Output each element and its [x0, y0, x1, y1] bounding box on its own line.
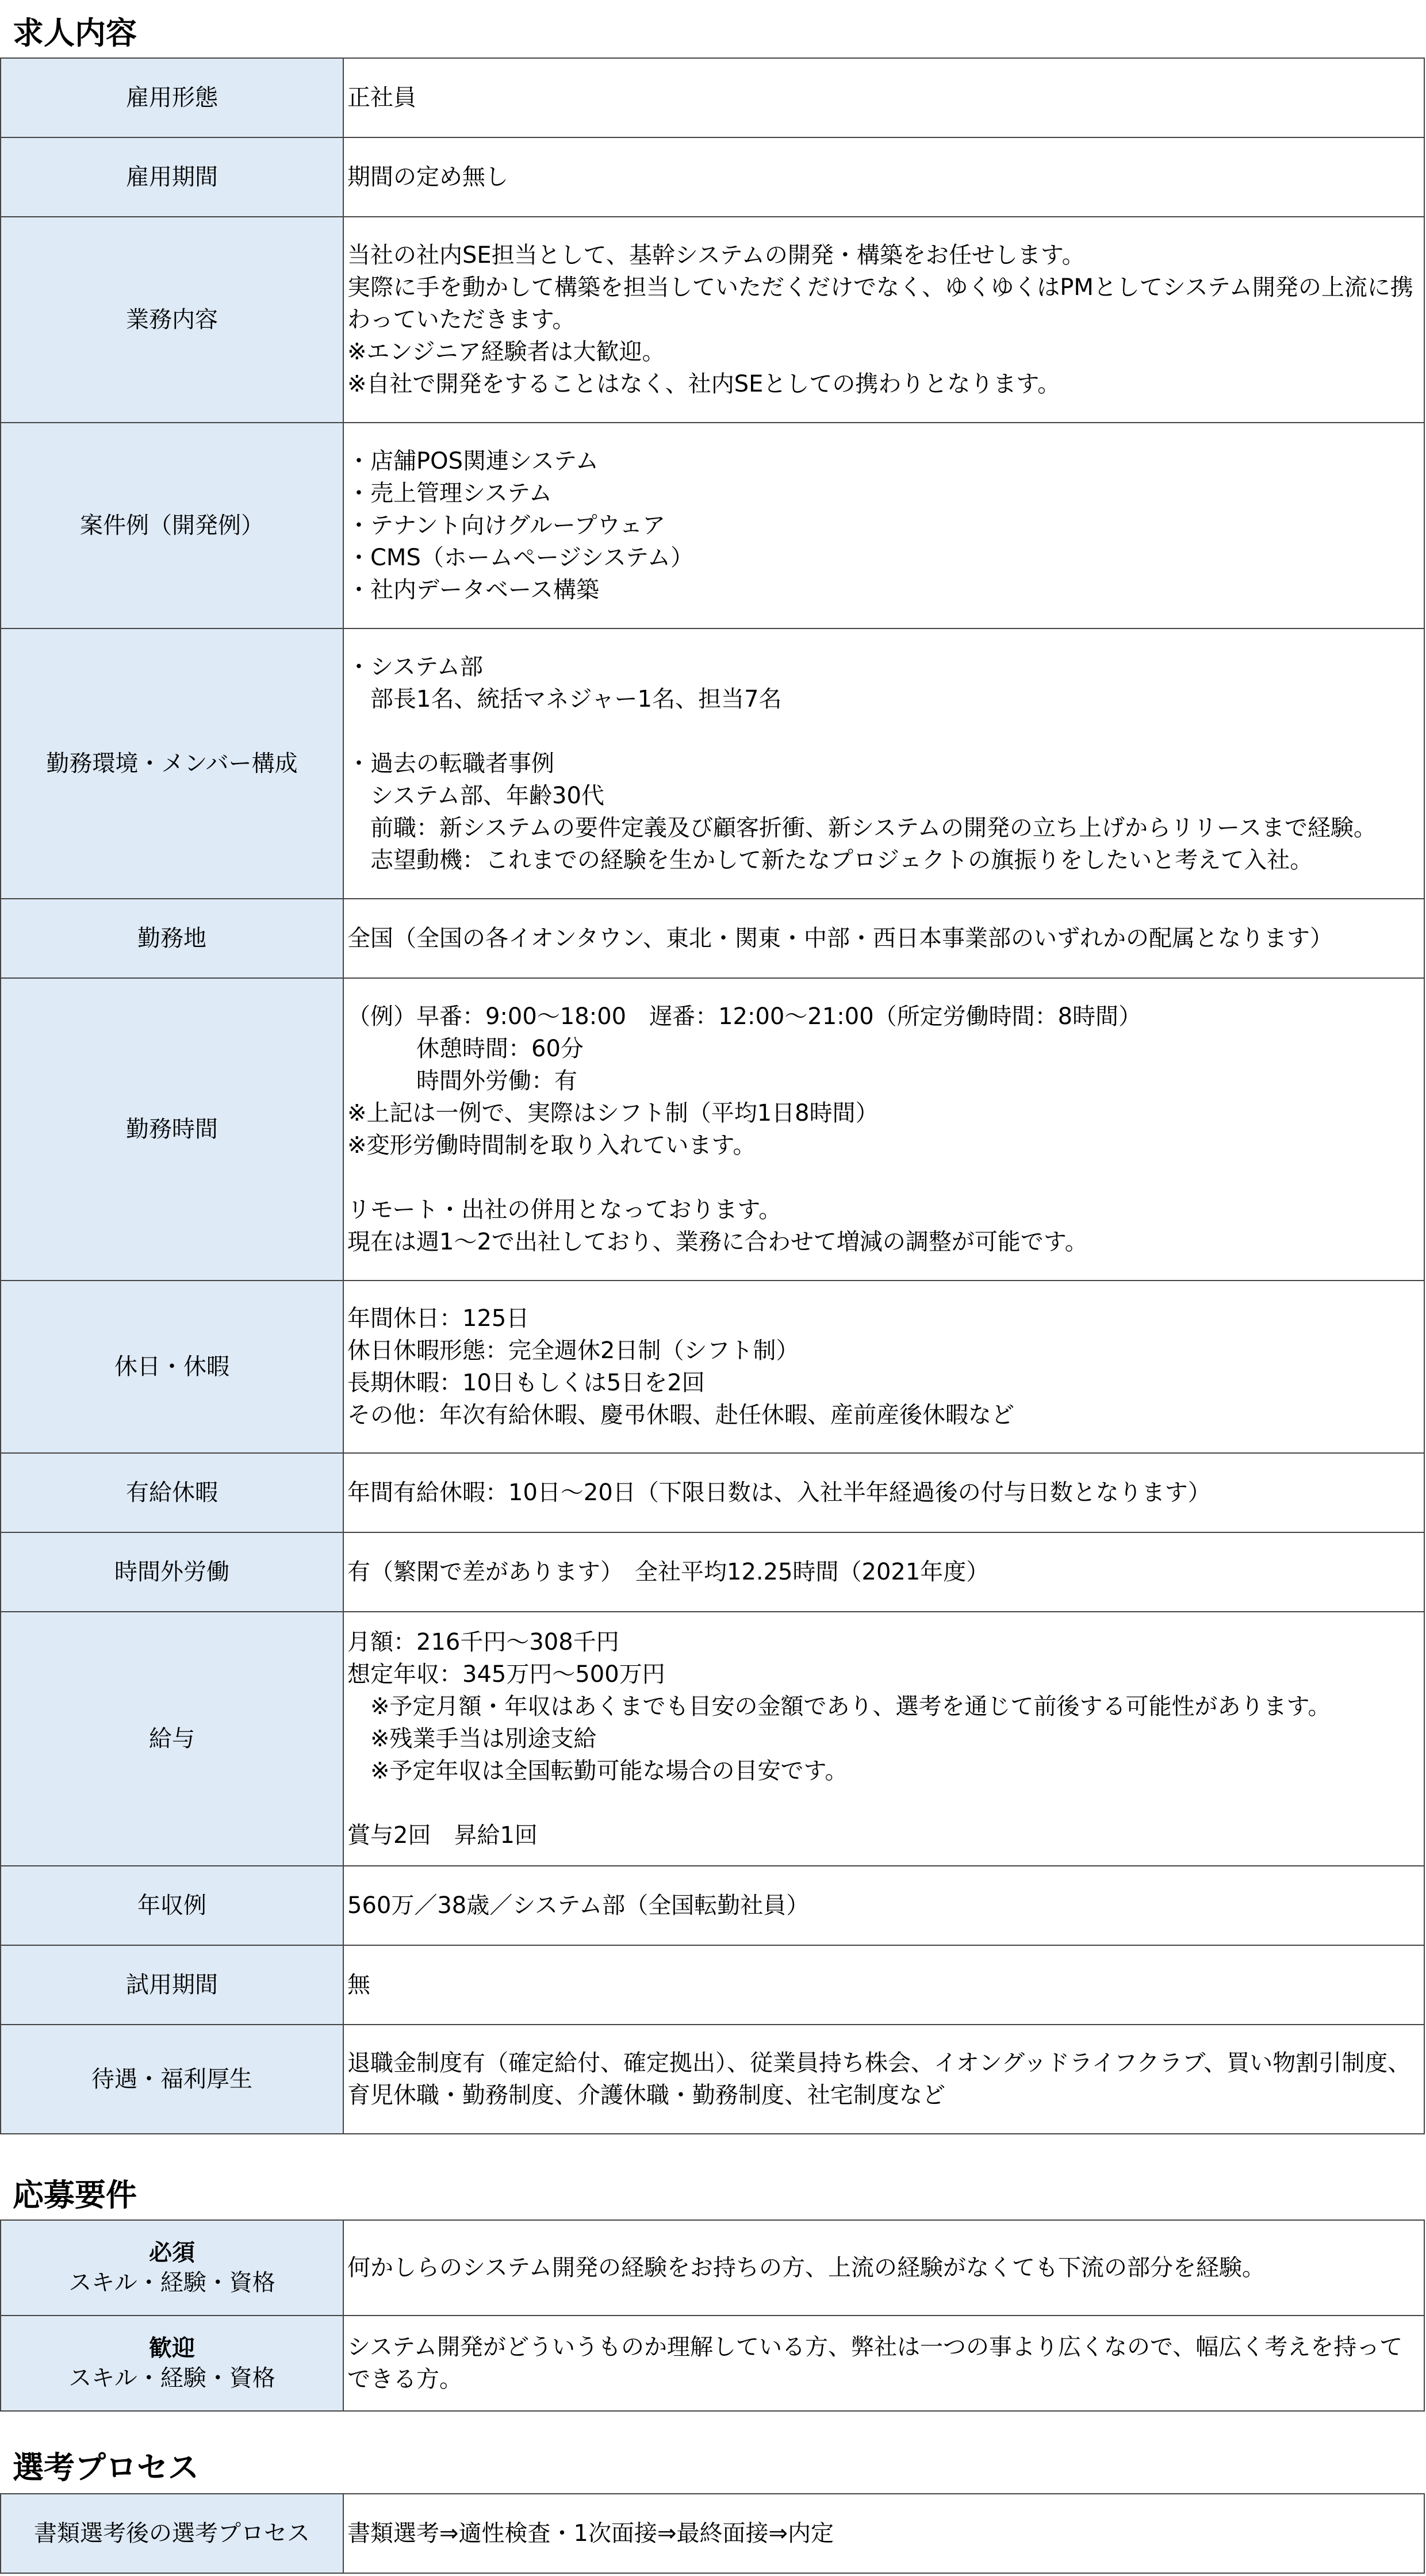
- selection-process-table: [0, 2493, 1425, 2574]
- label-emphasis: 歓迎: [149, 2335, 195, 2362]
- row-value: 月額：216千円～308千円 想定年収：345万円～500万円 ※予定月額・年収はあくまでも目安の金額であり、選考を通じて前後する可能性があります。 ※残業手当は別途支給 ※予定年収は全国転勤可能な場合の目安です。 賞与2回 昇給1回: [343, 1612, 1424, 1866]
- row-label: 時間外労働: [1, 1532, 343, 1612]
- table-row: [1, 2316, 1424, 2411]
- table-row: [1, 137, 1424, 217]
- row-label: 給与: [1, 1612, 343, 1866]
- row-label: 案件例（開発例）: [1, 423, 343, 628]
- section-title-selection-process: 選考プロセス: [13, 2450, 199, 2486]
- row-label: 書類選考後の選考プロセス: [1, 2494, 343, 2573]
- table-row: [1, 2025, 1424, 2134]
- row-label: 試用期間: [1, 1945, 343, 2025]
- table-row: [1, 1945, 1424, 2025]
- table-row: [1, 58, 1424, 137]
- label-text: スキル・経験・資格: [68, 2365, 275, 2391]
- table-row: [1, 217, 1424, 423]
- row-value: （例）早番：9:00～18:00 遅番：12:00～21:00（所定労働時間：8時間） 休憩時間：60分 時間外労働：有 ※上記は一例で、実際はシフト制（平均1日8時間） ※変形労働時間制を取り入れています。 リモート・出社の併用となっております。 現在は週1～2で出社しており、業務に合わせて増減の調整が可能です。: [343, 978, 1424, 1281]
- row-label: 待遇・福利厚生: [1, 2025, 343, 2134]
- row-value: 560万／38歳／システム部（全国転勤社員）: [343, 1866, 1424, 1945]
- row-label: 業務内容: [1, 217, 343, 423]
- table-row: [1, 1612, 1424, 1866]
- row-label: 休日・休暇: [1, 1281, 343, 1453]
- row-label: 年収例: [1, 1866, 343, 1945]
- row-label: [1, 2220, 343, 2316]
- row-value: 退職金制度有（確定給付、確定拠出）、従業員持ち株会、イオングッドライフクラブ、買い物割引制度、育児休職・勤務制度、介護休職・勤務制度、社宅制度など: [343, 2025, 1424, 2134]
- row-label: 有給休暇: [1, 1453, 343, 1532]
- row-value: ・システム部 部長1名、統括マネジャー1名、担当7名 ・過去の転職者事例 システム部、年齢30代 前職：新システムの要件定義及び顧客折衝、新システムの開発の立ち上げからリリースまで経験。 志望動機：これまでの経験を生かして新たなプロジェクトの旗振りをしたいと考えて入社。: [343, 628, 1424, 899]
- table-row: [1, 628, 1424, 899]
- section-title-job-details: 求人内容: [13, 15, 137, 51]
- table-row: [1, 2494, 1424, 2573]
- table-row: [1, 1532, 1424, 1612]
- row-value: 無: [343, 1945, 1424, 2025]
- row-value: 何かしらのシステム開発の経験をお持ちの方、上流の経験がなくても下流の部分を経験。: [343, 2220, 1424, 2316]
- label-emphasis: 必須: [149, 2240, 195, 2266]
- row-label: 雇用期間: [1, 137, 343, 217]
- table-row: [1, 1866, 1424, 1945]
- label-text: スキル・経験・資格: [68, 2270, 275, 2296]
- row-value: 期間の定め無し: [343, 137, 1424, 217]
- row-value: 書類選考⇒適性検査・1次面接⇒最終面接⇒内定: [343, 2494, 1424, 2573]
- table-row: [1, 423, 1424, 628]
- row-value: 年間有給休暇：10日～20日（下限日数は、入社半年経過後の付与日数となります）: [343, 1453, 1424, 1532]
- table-row: [1, 978, 1424, 1281]
- requirements-table: [0, 2220, 1425, 2412]
- row-value: 有（繁閑で差があります） 全社平均12.25時間（2021年度）: [343, 1532, 1424, 1612]
- row-value: 当社の社内SE担当として、基幹システムの開発・構築をお任せします。 実際に手を動かして構築を担当していただくだけでなく、ゆくゆくはPMとしてシステム開発の上流に携わっていただきます。 ※エンジニア経験者は大歓迎。 ※自社で開発をすることはなく、社内SEとしての携わりとなります。: [343, 217, 1424, 423]
- row-label: 勤務環境・メンバー構成: [1, 628, 343, 899]
- row-label: 勤務地: [1, 899, 343, 978]
- row-label: 勤務時間: [1, 978, 343, 1281]
- row-value: 全国（全国の各イオンタウン、東北・関東・中部・西日本事業部のいずれかの配属となります）: [343, 899, 1424, 978]
- row-value: ・店舗POS関連システム ・売上管理システム ・テナント向けグループウェア ・CMS（ホームページシステム） ・社内データベース構築: [343, 423, 1424, 628]
- table-row: [1, 2220, 1424, 2316]
- table-row: [1, 1453, 1424, 1532]
- row-label: 雇用形態: [1, 58, 343, 137]
- table-row: [1, 1281, 1424, 1453]
- row-label: [1, 2316, 343, 2411]
- row-value: 年間休日：125日 休日休暇形態：完全週休2日制（シフト制） 長期休暇：10日もしくは5日を2回 その他：年次有給休暇、慶弔休暇、赴任休暇、産前産後休暇など: [343, 1281, 1424, 1453]
- job-details-table: [0, 57, 1425, 2134]
- row-value: 正社員: [343, 58, 1424, 137]
- table-row: [1, 899, 1424, 978]
- section-title-requirements: 応募要件: [13, 2177, 137, 2213]
- row-value: システム開発がどういうものか理解している方、弊社は一つの事より広くなので、幅広く考えを持って できる方。: [343, 2316, 1424, 2411]
